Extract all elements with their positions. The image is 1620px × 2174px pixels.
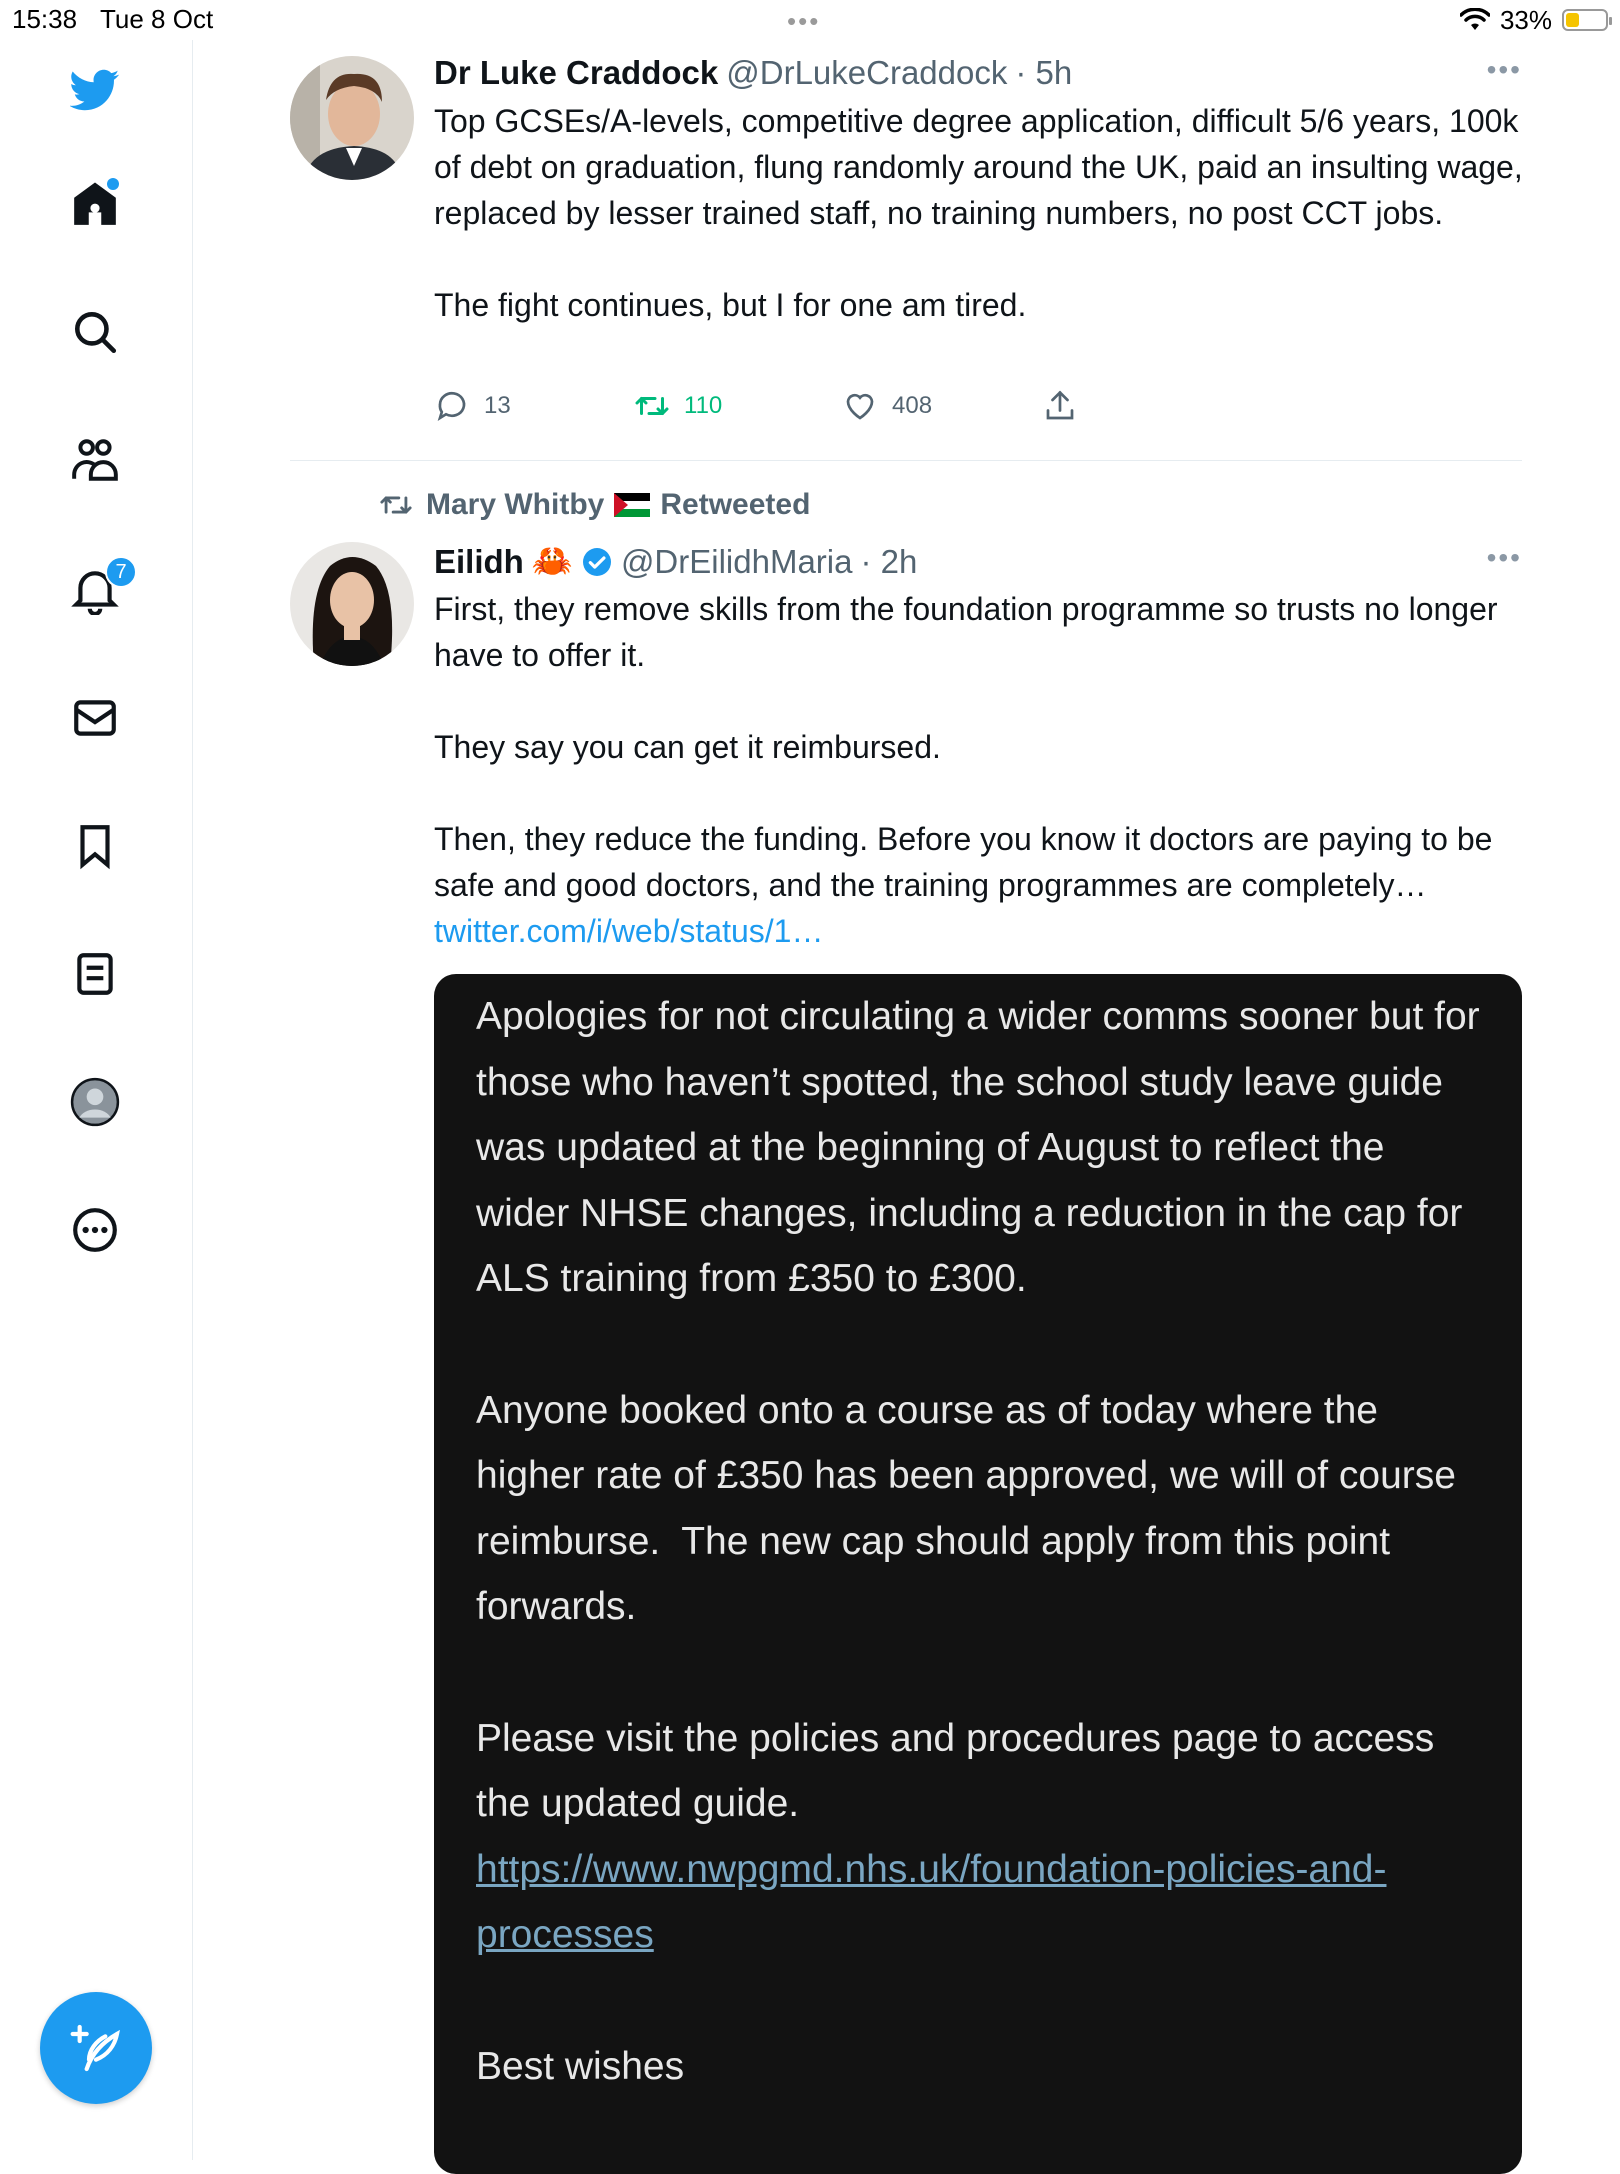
- reply-button[interactable]: [434, 388, 634, 424]
- media-text-body: Apologies for not circulating a wider comms sooner but for those who haven’t spotted, the school study leave guide was updated at the beginning of August to reflect the wider NHSE changes, including a reduction in the cap for ALS training from £350 to £300. Anyone booked onto a course as of today where the higher rate of £350 has been approved, we will of course reimburse. The new cap should apply from this point forwards. Please visit the policies and procedures page to access the updated guide.: [476, 995, 1480, 1826]
- bookmark-icon[interactable]: [63, 814, 127, 878]
- retweet-count: 110: [684, 392, 723, 419]
- timestamp[interactable]: · 5h: [1015, 54, 1073, 91]
- show-more-link[interactable]: twitter.com/i/web/status/1…: [434, 913, 824, 949]
- display-name[interactable]: Eilidh: [434, 542, 524, 580]
- more-circle-icon[interactable]: [63, 1198, 127, 1262]
- media-text: [476, 984, 1486, 2099]
- palestine-flag-icon: [614, 493, 650, 517]
- retweet-icon: [634, 388, 670, 424]
- wifi-icon: [1460, 8, 1490, 32]
- compose-tweet-button[interactable]: [40, 1992, 152, 2104]
- status-indicators: [1460, 2, 1608, 38]
- battery-icon: [1562, 9, 1608, 31]
- retweet-context[interactable]: [376, 488, 810, 522]
- media-closing: Best wishes: [476, 2044, 685, 2088]
- handle[interactable]: @DrEilidhMaria: [620, 542, 853, 580]
- retweet-button[interactable]: [634, 388, 842, 424]
- handle[interactable]: @DrLukeCraddock: [726, 54, 1008, 91]
- tweet-media-image[interactable]: [434, 974, 1522, 2174]
- verified-badge-icon: [581, 546, 613, 578]
- tweet-text: Top GCSEs/A-levels, competitive degree application, difficult 5/6 years, 100k of debt on graduation, flung randomly around the UK, paid an insulting wage, replaced by lesser trained staff, no training numbers, no post CCT jobs. The fight continues, but I for one am tired.: [434, 103, 1523, 323]
- envelope-icon[interactable]: [63, 686, 127, 750]
- share-button[interactable]: [1042, 388, 1078, 424]
- like-count: 408: [892, 392, 933, 419]
- profile-icon[interactable]: [63, 1070, 127, 1134]
- people-icon[interactable]: [63, 428, 127, 492]
- display-name[interactable]: Dr Luke Craddock: [434, 54, 719, 91]
- heart-icon: [842, 388, 878, 424]
- home-unread-dot: [107, 178, 119, 190]
- tweet-text: [434, 586, 1524, 954]
- status-time: 15:38: [12, 4, 78, 34]
- search-icon[interactable]: [63, 300, 127, 364]
- tweet-header: [434, 54, 1072, 92]
- notification-badge: 7: [105, 556, 137, 588]
- retweet-icon: [376, 488, 416, 522]
- tweet-text-body: First, they remove skills from the foundation programme so trusts no longer have to offer it. They say you can get it reimbursed. Then, they reduce the funding. Before you know it doctors are paying to be safe and good doctors, and the training programmes are completely…: [434, 591, 1498, 903]
- status-bar: [0, 0, 1620, 40]
- retweeter-name: Mary Whitby: [426, 488, 605, 521]
- status-date: Tue 8 Oct: [100, 4, 214, 34]
- crab-emoji: 🦀: [531, 542, 573, 579]
- timestamp[interactable]: · 2h: [860, 542, 918, 580]
- tweet[interactable]: [290, 54, 1522, 434]
- share-icon: [1042, 388, 1078, 424]
- avatar[interactable]: [290, 542, 414, 666]
- home-icon[interactable]: [63, 172, 127, 236]
- tweet-more-icon[interactable]: •••: [1486, 54, 1522, 85]
- media-link: https://www.nwpgmd.nhs.uk/foundation-policies-and-processes: [476, 1847, 1387, 1957]
- feather-plus-icon: [68, 2020, 124, 2076]
- retweeted-label: Retweeted: [660, 488, 811, 521]
- avatar[interactable]: [290, 56, 414, 180]
- bird-icon[interactable]: [63, 58, 127, 122]
- tweet-header: [434, 542, 917, 581]
- bell-icon[interactable]: [63, 558, 127, 622]
- like-button[interactable]: [842, 388, 1042, 424]
- list-icon[interactable]: [63, 942, 127, 1006]
- sidebar: [0, 40, 193, 2160]
- tweet-actions: [434, 388, 1078, 424]
- reply-count: 13: [484, 392, 511, 419]
- tweet-divider: [290, 460, 1522, 461]
- battery-percent: 33%: [1499, 4, 1552, 35]
- multitasking-dots[interactable]: •••: [787, 6, 821, 36]
- reply-icon: [434, 388, 470, 424]
- tweet-more-icon[interactable]: •••: [1486, 542, 1522, 573]
